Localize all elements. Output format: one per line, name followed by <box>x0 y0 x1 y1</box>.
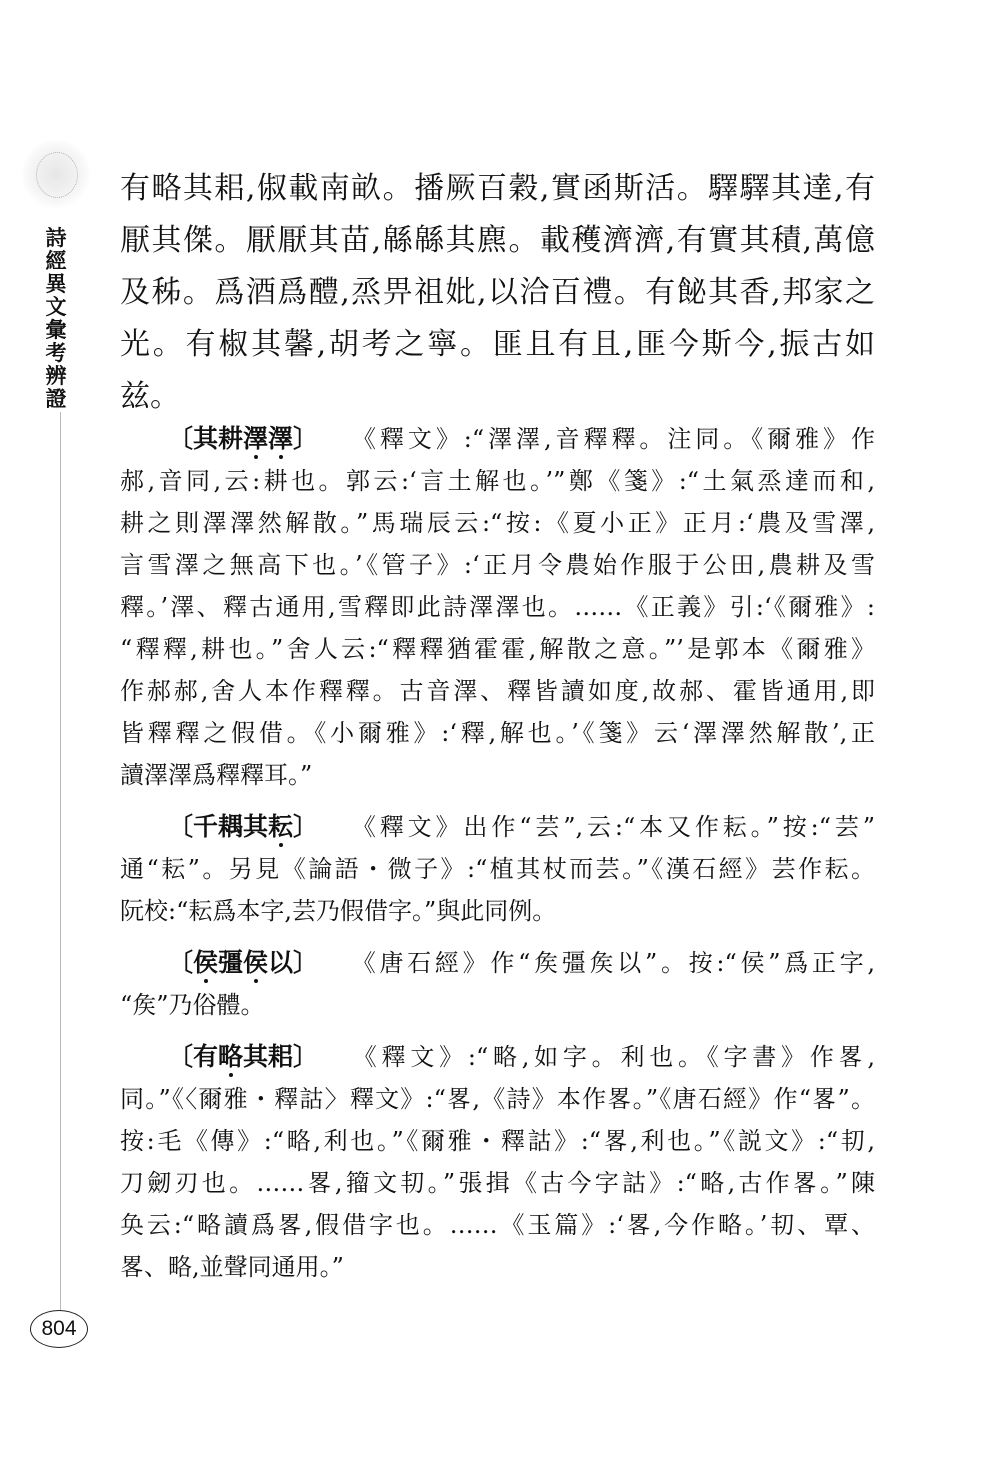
commentary-line: 阮校:“耘爲本字,芸乃假借字。”與此同例。 <box>120 897 557 925</box>
commentary-entry <box>120 418 875 796</box>
entry-text: 《釋文》:“澤澤,音釋釋。注同。《爾雅》作 <box>348 425 875 453</box>
commentary-line: “矦”乃俗體。 <box>120 991 265 1019</box>
entry-text: 《唐石經》作“矦彊矦以”。按:“侯”爲正字, <box>348 949 875 977</box>
margin-rule <box>60 412 61 1312</box>
commentary-line: 言雪澤之無高下也。’《管子》:‘正月令農始作服于公田,農耕及雪 <box>120 551 875 579</box>
commentary-line <box>120 1036 875 1078</box>
commentary-line: 奂云:“略讀爲畧,假借字也。……《玉篇》:‘畧,今作略。’㓞、覃、 <box>120 1211 875 1239</box>
commentary-line <box>120 418 875 460</box>
commentary-line <box>120 806 875 848</box>
commentary-line <box>120 942 875 984</box>
commentary-line: 畧、略,並聲同通用。” <box>120 1253 344 1281</box>
entry-heading: 〔侯彊侯以〕 <box>168 948 319 977</box>
commentary-line: 按:毛《傳》:“略,利也。”《爾雅・釋詁》:“畧,利也。”《説文》:“㓞, <box>120 1127 875 1155</box>
entry-heading: 〔千耦其耘〕 <box>168 812 319 841</box>
commentary-line: “釋釋,耕也。”舍人云:“釋釋猶霍霍,解散之意。”’是郭本《爾雅》 <box>120 635 875 663</box>
commentary-line: 同。”《〈爾雅・釋詁〉釋文》:“畧,《詩》本作畧。”《唐石經》作“畧”。 <box>120 1085 875 1113</box>
entry-heading-wrap <box>168 418 318 460</box>
running-title: 詩經異文彙考辨證 <box>45 225 67 411</box>
commentary-line: 通“耘”。另見《論語・微子》:“植其杖而芸。”《漢石經》芸作耘。 <box>120 855 875 883</box>
commentary-line: 釋。’澤、釋古通用,雪釋即此詩澤澤也。……《正義》引:‘《爾雅》: <box>120 593 875 621</box>
commentary-line: 刀劒刃也。……畧,籀文㓞。”張揖《古今字詁》:“略,古作畧。”陳 <box>120 1169 875 1197</box>
entry-text: 《釋文》出作“芸”,云:“本又作耘。”按:“芸” <box>348 813 875 841</box>
decorative-ornament <box>22 138 90 210</box>
entry-heading: 〔有略其耜〕 <box>168 1042 319 1071</box>
commentary <box>120 418 875 1298</box>
commentary-entry <box>120 806 875 932</box>
commentary-entry <box>120 942 875 1026</box>
commentary-line: 郝,音同,云:耕也。郭云:‘言土解也。’”鄭《箋》:“土氣烝達而和, <box>120 467 875 495</box>
poem-line: 厭其傑。厭厭其苗,緜緜其麃。載穫濟濟,有實其積,萬億 <box>120 223 875 258</box>
commentary-line: 皆釋釋之假借。《小爾雅》:‘釋,解也。’《箋》云‘澤澤然解散’,正 <box>120 719 875 747</box>
poem-text <box>120 163 875 423</box>
commentary-line: 作郝郝,舍人本作釋釋。古音澤、釋皆讀如度,故郝、霍皆通用,即 <box>120 677 875 705</box>
poem-line: 有略其耜,俶載南畝。播厥百穀,實函斯活。驛驛其達,有 <box>120 171 875 206</box>
entry-heading-wrap <box>168 806 318 848</box>
poem-line: 及秭。爲酒爲醴,烝畀祖妣,以洽百禮。有飶其香,邦家之 <box>120 275 875 310</box>
entry-heading-wrap <box>168 1036 318 1078</box>
entry-heading-wrap <box>168 942 318 984</box>
poem-line: 光。有椒其馨,胡考之寧。匪且有且,匪今斯今,振古如 <box>120 327 875 362</box>
commentary-line: 讀澤澤爲釋釋耳。” <box>120 761 313 789</box>
commentary-entry <box>120 1036 875 1288</box>
commentary-line: 耕之則澤澤然解散。”馬瑞辰云:“按:《夏小正》正月:‘農及雪澤, <box>120 509 875 537</box>
entry-text: 《釋文》:“略,如字。利也。《字書》作畧, <box>348 1043 875 1071</box>
poem-line: 兹。 <box>120 379 180 414</box>
page-number: 804 <box>30 1310 88 1348</box>
entry-heading: 〔其耕澤澤〕 <box>168 424 319 453</box>
